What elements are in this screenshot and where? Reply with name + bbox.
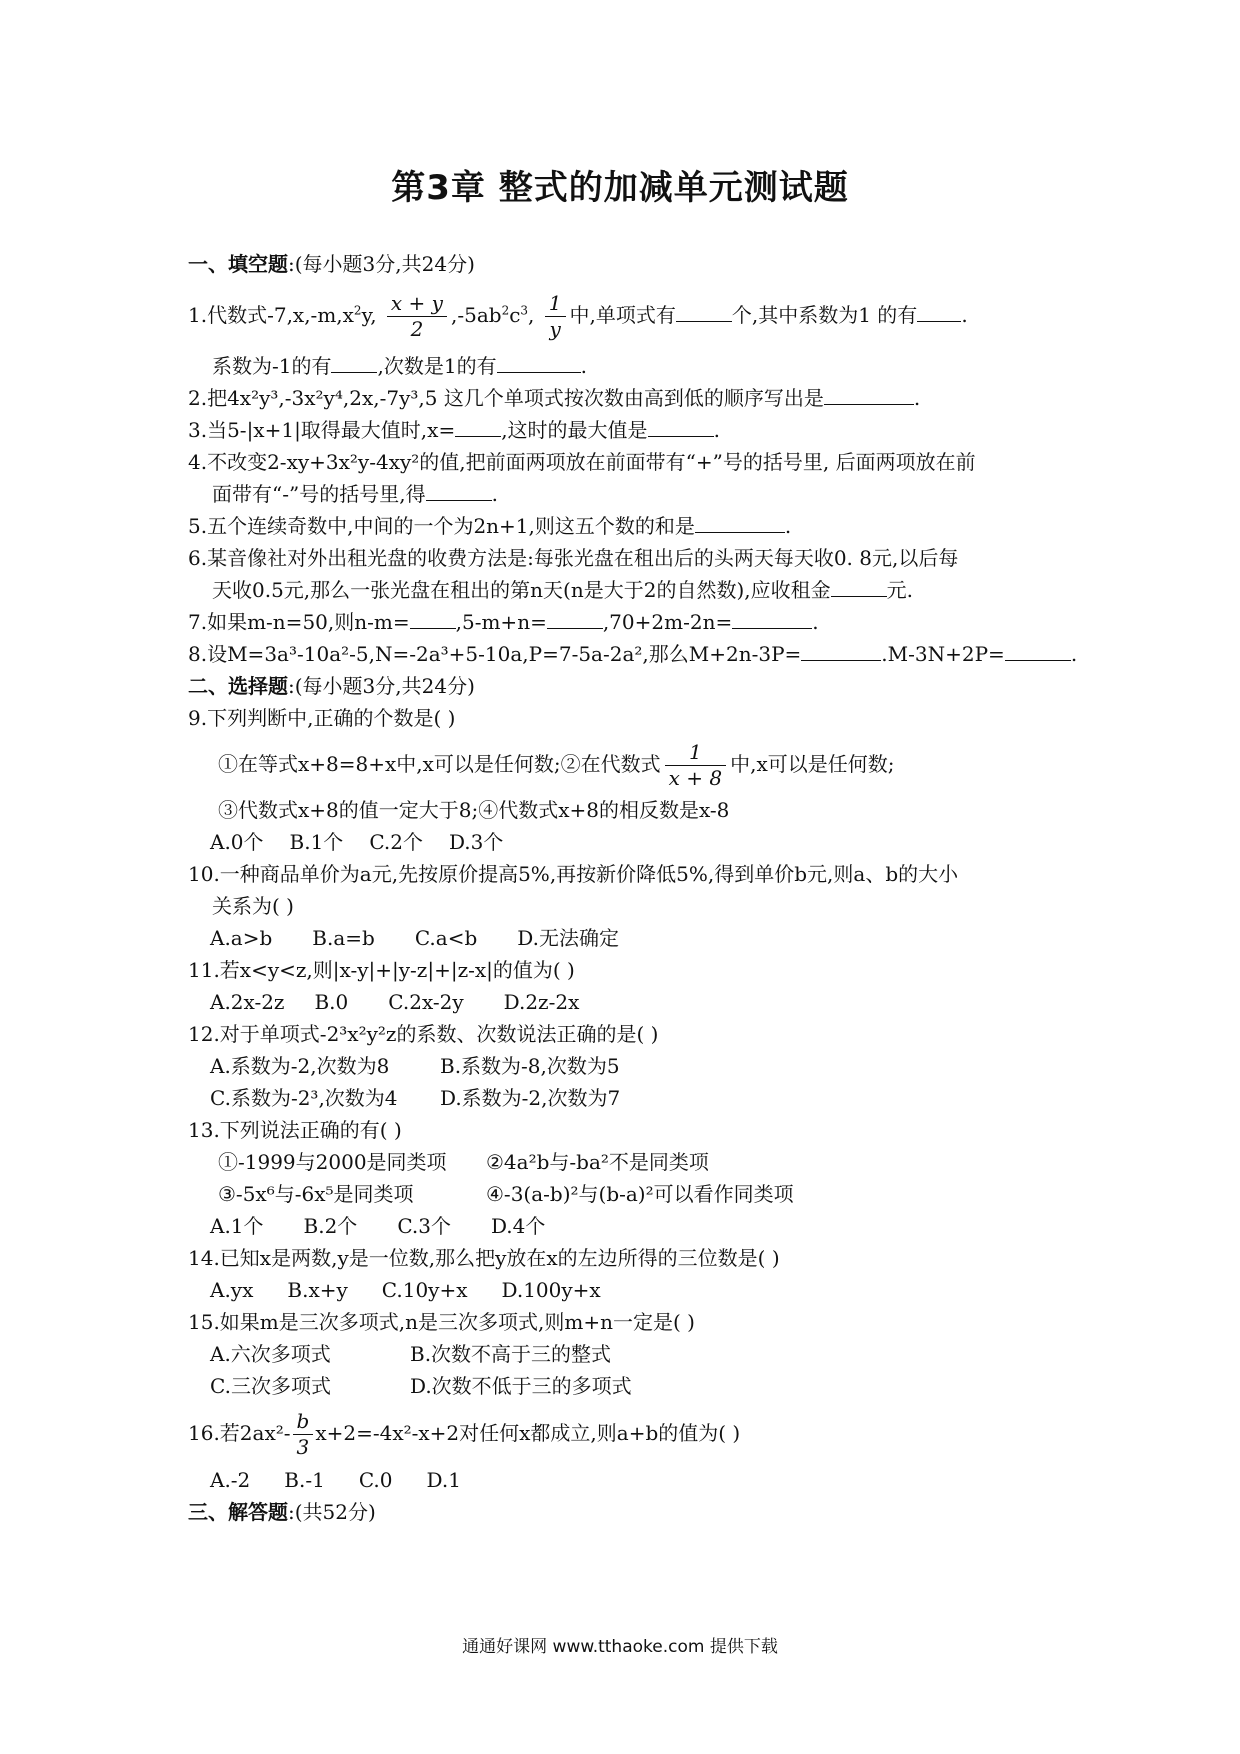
fraction-b-over-3: $\frac{b}{3}$ <box>293 1409 314 1460</box>
answer-blank[interactable] <box>1005 640 1071 661</box>
question-14: 14.已知x是两数,y是一位数,那么把y放在x的左边所得的三位数是( ) <box>188 1246 780 1270</box>
option-d[interactable]: D.次数不低于三的多项式 <box>410 1374 632 1398</box>
option-c[interactable]: C.2个 <box>369 830 423 854</box>
option-a[interactable]: A.yx <box>210 1278 254 1302</box>
option-a[interactable]: A.0个 <box>210 830 264 854</box>
question-9-options <box>188 826 1068 858</box>
section-note: :(每小题3分,共24分) <box>288 674 475 698</box>
option-b[interactable]: B.a=b <box>312 926 375 950</box>
option-c[interactable]: C.0 <box>358 1468 393 1492</box>
question-4-continued: 面带有“-”号的括号里,得 . <box>212 482 498 506</box>
question-16: 16.若2ax²- $\frac{b}{3}$ x+2=-4x²-x+2对任何x都成立,则a+b的值为( ) <box>188 1409 741 1459</box>
exam-content <box>188 248 1078 1528</box>
question-8: 8.设M=3a³-10a²-5,N=-2a³+5-10a,P=7-5a-2a²,那么M+2n-3P= .M-3N+2P= . <box>188 642 1078 666</box>
option-a[interactable]: A.1个 <box>210 1214 264 1238</box>
question-15-options-row-2 <box>188 1370 1068 1402</box>
option-b[interactable]: B.x+y <box>287 1278 348 1302</box>
answer-blank[interactable] <box>331 352 377 373</box>
option-a[interactable]: A.-2 <box>210 1468 251 1492</box>
question-10: 10.一种商品单价为a元,先按原价提高5%,再按新价降低5%,得到单价b元,则a、b的大小 <box>188 862 959 886</box>
option-b[interactable]: B.0 <box>314 990 349 1014</box>
answer-blank[interactable] <box>831 576 887 597</box>
question-3: 3.当5-|x+1|取得最大值时,x= ,这时的最大值是 . <box>188 418 720 442</box>
answer-blank[interactable] <box>455 416 501 437</box>
question-12: 12.对于单项式-2³x²y²z的系数、次数说法正确的是( ) <box>188 1022 659 1046</box>
question-15-options-row-1 <box>188 1338 1068 1370</box>
answer-blank[interactable] <box>676 301 732 322</box>
question-1: 1.代数式$-7,x,-m,x^2y$, $\frac{x + y}{2}$ $,-5ab^2c^3$, $\frac{1}{y}$ 中,单项式有 个,其中系数为1 的有 . <box>188 291 968 341</box>
answer-blank[interactable] <box>426 480 492 501</box>
question-9-statement-2: ③代数式x+8的值一定大于8;④代数式x+8的相反数是x-8 <box>218 798 730 822</box>
section-label: 一、填空题 <box>188 252 288 276</box>
answer-blank[interactable] <box>801 640 881 661</box>
answer-blank[interactable] <box>917 301 961 322</box>
option-d[interactable]: D.3个 <box>448 830 504 854</box>
option-b[interactable]: B.-1 <box>284 1468 325 1492</box>
option-d[interactable]: D.100y+x <box>501 1278 601 1302</box>
question-4: 4.不改变2-xy+3x²y-4xy²的值,把前面两项放在前面带有“+”号的括号里, 后面两项放在前 <box>188 450 976 474</box>
option-b[interactable]: B.2个 <box>303 1214 358 1238</box>
question-16-options <box>188 1464 1068 1496</box>
option-c[interactable]: C.10y+x <box>381 1278 468 1302</box>
question-14-options <box>188 1274 1068 1306</box>
option-d[interactable]: D.无法确定 <box>517 926 619 950</box>
question-11-options <box>188 986 1068 1018</box>
option-a[interactable]: A.2x-2z <box>210 990 285 1014</box>
option-a[interactable]: A.a>b <box>210 926 273 950</box>
answer-blank[interactable] <box>648 416 714 437</box>
question-13-options <box>188 1210 1068 1242</box>
question-10-options <box>188 922 1068 954</box>
answer-blank[interactable] <box>695 512 785 533</box>
question-5: 5.五个连续奇数中,中间的一个为2n+1,则这五个数的和是 . <box>188 514 792 538</box>
statement-3: ③-5x⁶与-6x⁵是同类项 <box>218 1182 414 1206</box>
option-c[interactable]: C.2x-2y <box>388 990 464 1014</box>
section-heading-choice <box>188 670 1068 702</box>
question-13-statements-row-2 <box>188 1178 1068 1210</box>
option-b[interactable]: B.次数不高于三的整式 <box>410 1342 612 1366</box>
question-12-options-row-2 <box>188 1082 1068 1114</box>
answer-blank[interactable] <box>824 384 914 405</box>
question-10-continued: 关系为( ) <box>212 894 294 918</box>
option-d[interactable]: D.2z-2x <box>503 990 580 1014</box>
question-1-continued: 系数为-1的有 ,次数是1的有 . <box>212 354 587 378</box>
question-13-statements-row-1 <box>188 1146 1068 1178</box>
question-11: 11.若x<y<z,则|x-y|+|y-z|+|z-x|的值为( ) <box>188 958 575 982</box>
answer-blank[interactable] <box>547 608 603 629</box>
fraction-1-over-y: $\frac{1}{y}$ <box>545 291 566 342</box>
page-footer: 通通好课网 www.tthaoke.com 提供下载 <box>462 1637 778 1657</box>
question-15: 15.如果m是三次多项式,n是三次多项式,则m+n一定是( ) <box>188 1310 695 1334</box>
fraction-1-over-x-plus-8: $\frac{1}{x + 8}$ <box>665 740 726 791</box>
option-c[interactable]: C.三次多项式 <box>210 1374 331 1398</box>
option-c[interactable]: C.a<b <box>414 926 478 950</box>
option-d[interactable]: D.4个 <box>490 1214 546 1238</box>
fraction-x-plus-y-over-2: $\frac{x + y}{2}$ <box>387 291 447 342</box>
statement-2: ②4a²b与-ba²不是同类项 <box>486 1150 709 1174</box>
question-2: 2.把4x²y³,-3x²y⁴,2x,-7y³,5 这几个单项式按次数由高到低的顺序写出是 . <box>188 386 921 410</box>
statement-4: ④-3(a-b)²与(b-a)²可以看作同类项 <box>486 1182 794 1206</box>
question-6: 6.某音像社对外出租光盘的收费方法是:每张光盘在租出后的头两天每天收0. 8元,以后每 <box>188 546 959 570</box>
page-title: 第3章 整式的加减单元测试题 <box>391 168 849 208</box>
question-9: 9.下列判断中,正确的个数是( ) <box>188 706 456 730</box>
question-6-continued: 天收0.5元,那么一张光盘在租出的第n天(n是大于2的自然数),应收租金 元. <box>212 578 913 602</box>
question-7: 7.如果m-n=50,则n-m= ,5-m+n= ,70+2m-2n= . <box>188 610 819 634</box>
option-a[interactable]: A.系数为-2,次数为8 <box>210 1054 390 1078</box>
answer-blank[interactable] <box>410 608 456 629</box>
option-a[interactable]: A.六次多项式 <box>210 1342 331 1366</box>
question-9-statement-1: ①在等式x+8=8+x中,x可以是任何数;②在代数式 $\frac{1}{x + 8}$ 中,x可以是任何数; <box>218 740 895 790</box>
section-heading-fill-in <box>188 248 1068 280</box>
question-13: 13.下列说法正确的有( ) <box>188 1118 402 1142</box>
section-note: :(每小题3分,共24分) <box>288 252 475 276</box>
option-c[interactable]: C.系数为-2³,次数为4 <box>210 1086 398 1110</box>
section-heading-answer <box>188 1496 1068 1528</box>
section-note: :(共52分) <box>288 1500 376 1524</box>
statement-1: ①-1999与2000是同类项 <box>218 1150 447 1174</box>
option-b[interactable]: B.系数为-8,次数为5 <box>440 1054 620 1078</box>
answer-blank[interactable] <box>497 352 581 373</box>
section-label: 二、选择题 <box>188 674 288 698</box>
section-label: 三、解答题 <box>188 1500 288 1524</box>
option-d[interactable]: D.系数为-2,次数为7 <box>440 1086 621 1110</box>
question-12-options-row-1 <box>188 1050 1068 1082</box>
option-b[interactable]: B.1个 <box>289 830 344 854</box>
option-d[interactable]: D.1 <box>426 1468 461 1492</box>
option-c[interactable]: C.3个 <box>397 1214 451 1238</box>
answer-blank[interactable] <box>732 608 812 629</box>
